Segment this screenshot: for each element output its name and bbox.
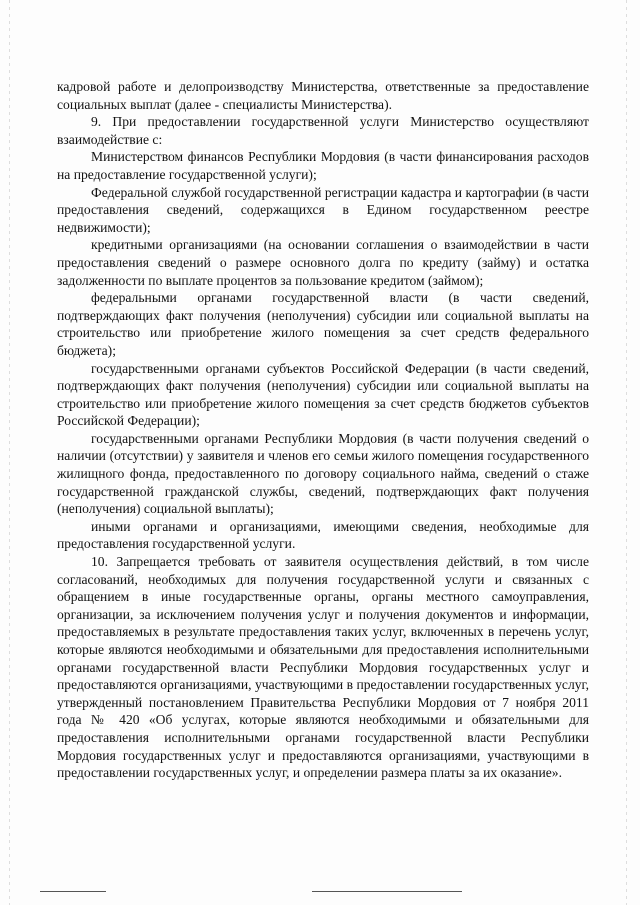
scan-edge-right	[626, 0, 627, 905]
paragraph-item-10: 10. Запрещается требовать от заявителя осуществления действий, в том числе согласований, необходимых для получения государственной услуги и связанных с обращением в иные государственные органы, органы местного самоуправления, организации, за исключением получения услуг и получения документов и информации, предоставляемых в результате предоставления таких услуг, включенных в перечень услуг, которые являются необходимыми и обязательными для предоставления исполнительными органами государственной власти Республики Мордовия государственных услуг и предоставляются организациями, участвующими в предоставлении государственных услуг, утвержденный постановлением Правительства Республики Мордовия от 7 ноября 2011 года № 420 «Об услугах, которые являются необходимыми и обязательными для предоставления исполнительными органами государственной власти Республики Мордовия государственных услуг и предоставляются организациями, участвующими в предоставлении государственных услуг, и определении размера платы за их оказание».	[57, 554, 589, 781]
footer-rule-center	[312, 891, 462, 892]
paragraph-minfin: Министерством финансов Республики Мордовия (в части финансирования расходов на предоставление государственной услуги);	[57, 149, 589, 182]
paragraph-item-9: 9. При предоставлении государственной услуги Министерство осуществляют взаимодействие с:	[57, 114, 589, 147]
document-body	[57, 78, 589, 782]
paragraph-regional-bodies: государственными органами субъектов Российской Федерации (в части сведений, подтверждающих факт получения (неполучения) субсидии или социальной выплаты на строительство или приобретение жилого помещения за счет средств бюджетов субъектов Российской Федерации);	[57, 360, 589, 429]
paragraph-rosreestr: Федеральной службой государственной регистрации кадастра и картографии (в части предоставления сведений, содержащихся в Едином государственном реестре недвижимости);	[57, 184, 589, 235]
paragraph-federal-bodies: федеральными органами государственной власти (в части сведений, подтверждающих факт получения (неполучения) субсидии или социальной выплаты на строительство или приобретение жилого помещения за счет средств федерального бюджета);	[57, 290, 589, 358]
scan-edge-left	[9, 0, 10, 905]
paragraph-other-bodies: иными органами и организациями, имеющими сведения, необходимые для предоставления государственной услуги.	[57, 518, 589, 552]
paragraph-credit-orgs: кредитными организациями (на основании соглашения о взаимодействии в части предоставления сведений о размере основного долга по кредиту (займу) и остатка задолженности по выплате процентов за пользование кредитом (займом);	[57, 237, 589, 288]
footer-rule-left	[40, 891, 106, 892]
paragraph-continuation: кадровой работе и делопроизводству Министерства, ответственные за предоставление социальных выплат (далее - специалисты Министерства).	[57, 79, 589, 112]
paragraph-mordovia-bodies: государственными органами Республики Мордовия (в части получения сведений о наличии (отсутствии) у заявителя и членов его семьи жилого помещения государственного жилищного фонда, предоставленного по договору социального найма, сведений о стаже государственной гражданской службы, сведений, подтверждающих факт получения (неполучения) социальной выплаты);	[57, 430, 589, 517]
